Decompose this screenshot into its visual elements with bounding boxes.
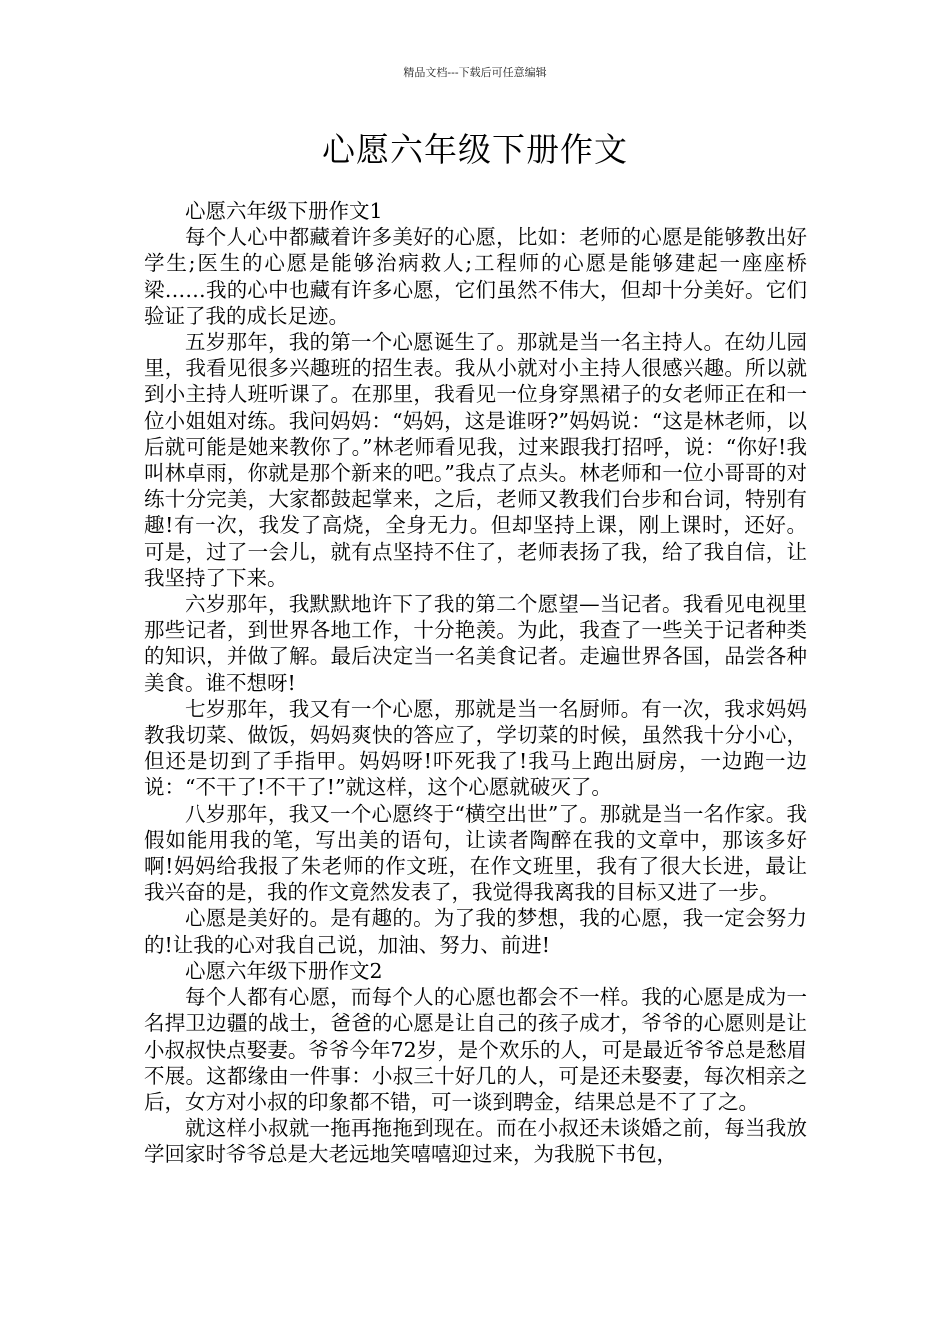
paragraph: 六岁那年，我默默地许下了我的第二个愿望—当记者。我看见电视里那些记者，到世界各地工作，十分艳羡。为此，我查了一些关于记者种类的知识，并做了解。最后决定当一名美食记者。走遍世界各国，品尝各种美食。谁不想呀! <box>144 592 807 695</box>
paragraph: 每个人都有心愿，而每个人的心愿也都会不一样。我的心愿是成为一名捍卫边疆的战士，爸爸的心愿是让自己的孩子成才，爷爷的心愿则是让小叔叔快点娶妻。爷爷今年72岁，是个欢乐的人，可是最近爷爷总是愁眉不展。这都缘由一件事：小叔三十好几的人，可是还未娶妻，每次相亲之后，女方对小叔的印象都不错，可一谈到聘金，结果总是不了了之。 <box>144 985 807 1114</box>
document-body <box>144 198 807 1168</box>
header-note: 精品文档---下载后可任意编辑 <box>403 66 547 79</box>
paragraph: 心愿是美好的。是有趣的。为了我的梦想，我的心愿，我一定会努力的!让我的心对我自己说，加油、努力、前进! <box>144 906 807 957</box>
section-heading-2: 心愿六年级下册作文2 <box>185 958 383 983</box>
paragraph: 八岁那年，我又一个心愿终于“横空出世”了。那就是当一名作家。我假如能用我的笔，写出美的语句，让读者陶醉在我的文章中，那该多好啊!妈妈给我报了朱老师的作文班，在作文班里，我有了很大长进，最让我兴奋的是，我的作文竟然发表了，我觉得我离我的目标又进了一步。 <box>144 801 807 905</box>
paragraph: 就这样小叔就一拖再拖拖到现在。而在小叔还未谈婚之前，每当我放学回家时爷爷总是大老远地笑嘻嘻迎过来，为我脱下书包， <box>144 1116 807 1167</box>
document-title: 心愿六年级下册作文 <box>322 130 628 169</box>
paragraph: 七岁那年，我又有一个心愿，那就是当一名厨师。有一次，我求妈妈教我切菜、做饭，妈妈爽快的答应了，学切菜的时候，虽然我十分小心，但还是切到了手指甲。妈妈呀!吓死我了!我马上跑出厨房，一边跑一边说：“不干了!不干了!”就这样，这个心愿就破灭了。 <box>144 696 807 800</box>
paragraph: 每个人心中都藏着许多美好的心愿，比如：老师的心愿是能够教出好学生;医生的心愿是能够治病救人;工程师的心愿是能够建起一座座桥梁……我的心中也藏有许多心愿，它们虽然不伟大，但却十分美好。它们验证了我的成长足迹。 <box>144 225 807 328</box>
section-heading-1: 心愿六年级下册作文1 <box>185 199 383 223</box>
paragraph: 五岁那年，我的第一个心愿诞生了。那就是当一名主持人。在幼儿园里，我看见很多兴趣班的招生表。我从小就对小主持人很感兴趣。所以就到小主持人班听课了。在那里，我看见一位身穿黑裙子的女老师正在和一位小姐姐对练。我问妈妈：“妈妈，这是谁呀?”妈妈说：“这是林老师，以后就可能是她来教你了。”林老师看见我，过来跟我打招呼，说：“你好!我叫林卓雨，你就是那个新来的吧。”我点了点头。林老师和一位小哥哥的对练十分完美，大家都鼓起掌来，之后，老师又教我们台步和台词，特别有趣!有一次，我发了高烧，全身无力。但却坚持上课，刚上课时，还好。可是，过了一会儿，就有点坚持不住了，老师表扬了我，给了我自信，让我坚持了下来。 <box>144 330 807 590</box>
